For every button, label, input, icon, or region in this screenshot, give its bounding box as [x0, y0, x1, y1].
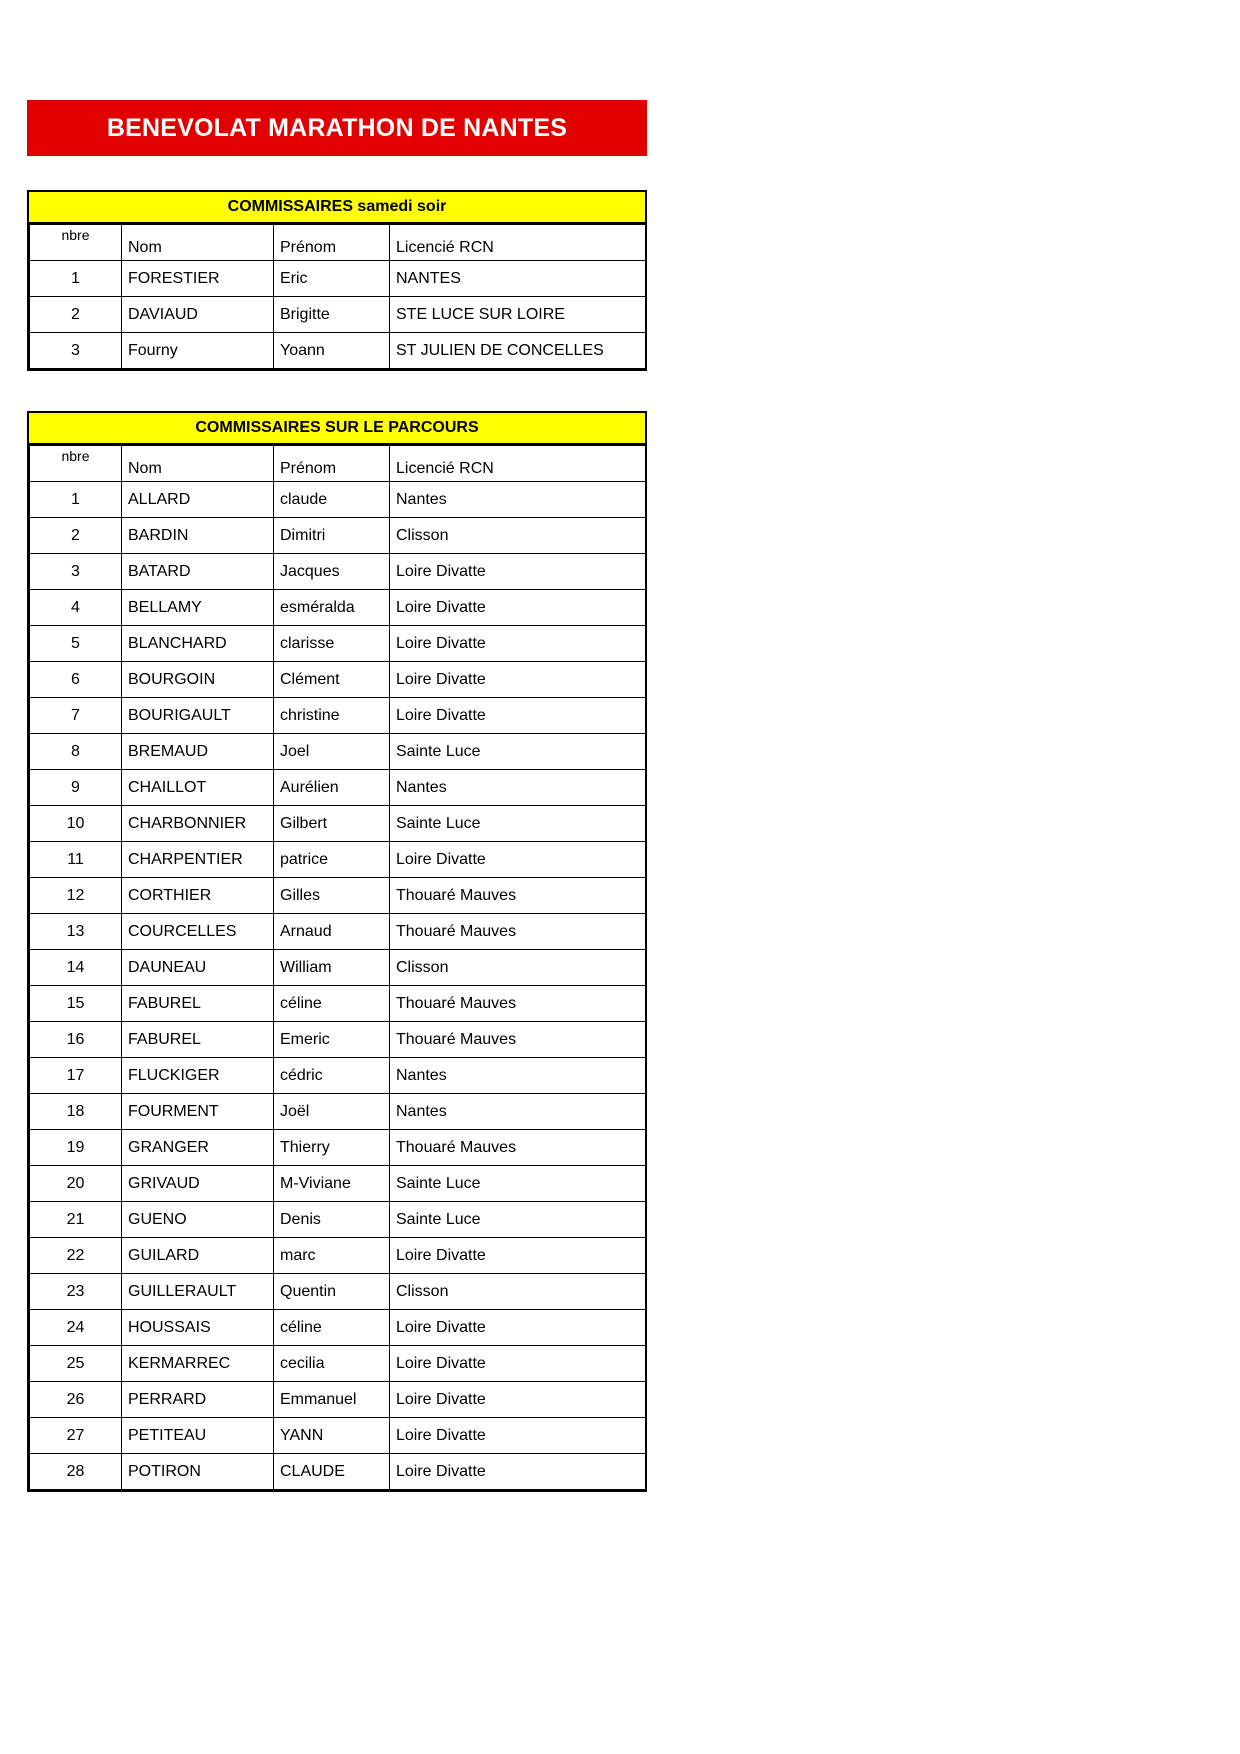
cell-prenom: M-Viviane — [274, 1166, 390, 1202]
cell-nbre: 2 — [30, 518, 122, 554]
table-row — [30, 950, 646, 986]
cell-licencie: Loire Divatte — [390, 1454, 646, 1490]
cell-nbre: 6 — [30, 662, 122, 698]
cell-nbre: 1 — [30, 261, 122, 297]
cell-nbre: 17 — [30, 1058, 122, 1094]
cell-nom: KERMARREC — [122, 1346, 274, 1382]
table-row — [30, 333, 646, 369]
cell-prenom: Joel — [274, 734, 390, 770]
cell-nbre: 24 — [30, 1310, 122, 1346]
cell-prenom: William — [274, 950, 390, 986]
cell-licencie: Loire Divatte — [390, 662, 646, 698]
cell-prenom: claude — [274, 482, 390, 518]
section-commissaires-sur-le-parcours — [27, 411, 647, 1492]
cell-nbre: 13 — [30, 914, 122, 950]
cell-licencie: Loire Divatte — [390, 1310, 646, 1346]
cell-nbre: 3 — [30, 554, 122, 590]
cell-nbre: 9 — [30, 770, 122, 806]
column-header-licencie: Licencié RCN — [390, 225, 646, 261]
table-row — [30, 1346, 646, 1382]
cell-licencie: Nantes — [390, 1058, 646, 1094]
table-row — [30, 1274, 646, 1310]
cell-prenom: Joël — [274, 1094, 390, 1130]
cell-nom: GUILLERAULT — [122, 1274, 274, 1310]
table-row — [30, 518, 646, 554]
cell-nom: CHARBONNIER — [122, 806, 274, 842]
cell-nom: ALLARD — [122, 482, 274, 518]
cell-nom: FABUREL — [122, 1022, 274, 1058]
table-row — [30, 1418, 646, 1454]
cell-licencie: Clisson — [390, 1274, 646, 1310]
cell-nbre: 22 — [30, 1238, 122, 1274]
cell-prenom: Gilles — [274, 878, 390, 914]
cell-licencie: Sainte Luce — [390, 734, 646, 770]
cell-nom: BELLAMY — [122, 590, 274, 626]
cell-licencie: Nantes — [390, 482, 646, 518]
cell-prenom: marc — [274, 1238, 390, 1274]
cell-licencie: NANTES — [390, 261, 646, 297]
cell-prenom: patrice — [274, 842, 390, 878]
table-row — [30, 554, 646, 590]
cell-nom: GUILARD — [122, 1238, 274, 1274]
cell-licencie: Clisson — [390, 518, 646, 554]
cell-licencie: Clisson — [390, 950, 646, 986]
cell-nom: POTIRON — [122, 1454, 274, 1490]
column-header-nbre: nbre — [30, 225, 122, 261]
cell-nom: COURCELLES — [122, 914, 274, 950]
table-row — [30, 914, 646, 950]
cell-licencie: Nantes — [390, 1094, 646, 1130]
cell-nbre: 14 — [30, 950, 122, 986]
cell-nom: FLUCKIGER — [122, 1058, 274, 1094]
column-header-nom: Nom — [122, 225, 274, 261]
cell-nom: BOURGOIN — [122, 662, 274, 698]
cell-prenom: Yoann — [274, 333, 390, 369]
cell-nbre: 27 — [30, 1418, 122, 1454]
cell-nbre: 4 — [30, 590, 122, 626]
cell-prenom: YANN — [274, 1418, 390, 1454]
cell-prenom: Emeric — [274, 1022, 390, 1058]
cell-nbre: 23 — [30, 1274, 122, 1310]
cell-nbre: 11 — [30, 842, 122, 878]
cell-licencie: Loire Divatte — [390, 1382, 646, 1418]
table-row — [30, 1094, 646, 1130]
cell-nom: FORESTIER — [122, 261, 274, 297]
cell-nom: HOUSSAIS — [122, 1310, 274, 1346]
cell-nom: PERRARD — [122, 1382, 274, 1418]
cell-nom: GUENO — [122, 1202, 274, 1238]
cell-nbre: 12 — [30, 878, 122, 914]
volunteer-table-samedi-soir — [29, 224, 646, 369]
cell-nbre: 8 — [30, 734, 122, 770]
cell-nom: DAUNEAU — [122, 950, 274, 986]
cell-nom: BARDIN — [122, 518, 274, 554]
section-commissaires-samedi-soir — [27, 190, 647, 371]
cell-prenom: Brigitte — [274, 297, 390, 333]
table-row — [30, 842, 646, 878]
table-header-row — [30, 225, 646, 261]
cell-prenom: céline — [274, 1310, 390, 1346]
table-row — [30, 662, 646, 698]
cell-prenom: Denis — [274, 1202, 390, 1238]
table-row — [30, 261, 646, 297]
cell-nom: GRIVAUD — [122, 1166, 274, 1202]
table-row — [30, 1130, 646, 1166]
table-row — [30, 297, 646, 333]
cell-licencie: ST JULIEN DE CONCELLES — [390, 333, 646, 369]
cell-nom: DAVIAUD — [122, 297, 274, 333]
table-row — [30, 1202, 646, 1238]
cell-prenom: cecilia — [274, 1346, 390, 1382]
cell-nom: BREMAUD — [122, 734, 274, 770]
cell-nom: CORTHIER — [122, 878, 274, 914]
cell-licencie: Loire Divatte — [390, 590, 646, 626]
cell-nbre: 5 — [30, 626, 122, 662]
column-header-nom: Nom — [122, 446, 274, 482]
volunteer-table-parcours — [29, 445, 646, 1490]
column-header-prenom: Prénom — [274, 446, 390, 482]
cell-licencie: Loire Divatte — [390, 698, 646, 734]
cell-nbre: 21 — [30, 1202, 122, 1238]
cell-prenom: Clément — [274, 662, 390, 698]
cell-prenom: Dimitri — [274, 518, 390, 554]
cell-nbre: 19 — [30, 1130, 122, 1166]
cell-licencie: Loire Divatte — [390, 1418, 646, 1454]
cell-prenom: céline — [274, 986, 390, 1022]
column-header-nbre: nbre — [30, 446, 122, 482]
table-row — [30, 590, 646, 626]
cell-prenom: Jacques — [274, 554, 390, 590]
cell-nom: BOURIGAULT — [122, 698, 274, 734]
cell-licencie: Sainte Luce — [390, 1202, 646, 1238]
cell-licencie: Loire Divatte — [390, 842, 646, 878]
cell-licencie: Thouaré Mauves — [390, 1022, 646, 1058]
cell-nbre: 3 — [30, 333, 122, 369]
table-row — [30, 1238, 646, 1274]
cell-prenom: Gilbert — [274, 806, 390, 842]
column-header-prenom: Prénom — [274, 225, 390, 261]
cell-nom: FABUREL — [122, 986, 274, 1022]
cell-prenom: Thierry — [274, 1130, 390, 1166]
cell-prenom: esméralda — [274, 590, 390, 626]
table-row — [30, 1310, 646, 1346]
cell-licencie: Loire Divatte — [390, 626, 646, 662]
cell-nbre: 1 — [30, 482, 122, 518]
cell-licencie: Loire Divatte — [390, 1238, 646, 1274]
table-row — [30, 1022, 646, 1058]
table-row — [30, 482, 646, 518]
cell-prenom: Quentin — [274, 1274, 390, 1310]
cell-licencie: Sainte Luce — [390, 806, 646, 842]
table-row — [30, 698, 646, 734]
table-row — [30, 1058, 646, 1094]
cell-prenom: Emmanuel — [274, 1382, 390, 1418]
cell-nom: GRANGER — [122, 1130, 274, 1166]
cell-prenom: Arnaud — [274, 914, 390, 950]
cell-licencie: Sainte Luce — [390, 1166, 646, 1202]
cell-licencie: Thouaré Mauves — [390, 986, 646, 1022]
table-row — [30, 1382, 646, 1418]
cell-nbre: 20 — [30, 1166, 122, 1202]
cell-nbre: 28 — [30, 1454, 122, 1490]
cell-nom: CHARPENTIER — [122, 842, 274, 878]
table-row — [30, 626, 646, 662]
cell-licencie: STE LUCE SUR LOIRE — [390, 297, 646, 333]
table-row — [30, 1454, 646, 1490]
cell-nom: FOURMENT — [122, 1094, 274, 1130]
cell-licencie: Loire Divatte — [390, 554, 646, 590]
cell-prenom: christine — [274, 698, 390, 734]
column-header-licencie: Licencié RCN — [390, 446, 646, 482]
cell-nbre: 7 — [30, 698, 122, 734]
cell-licencie: Thouaré Mauves — [390, 1130, 646, 1166]
table-row — [30, 770, 646, 806]
table-row — [30, 734, 646, 770]
cell-licencie: Nantes — [390, 770, 646, 806]
cell-licencie: Thouaré Mauves — [390, 878, 646, 914]
cell-prenom: cédric — [274, 1058, 390, 1094]
cell-prenom: Eric — [274, 261, 390, 297]
cell-nom: BLANCHARD — [122, 626, 274, 662]
table-row — [30, 878, 646, 914]
table-row — [30, 806, 646, 842]
cell-prenom: Aurélien — [274, 770, 390, 806]
cell-nbre: 10 — [30, 806, 122, 842]
cell-nom: Fourny — [122, 333, 274, 369]
cell-nbre: 26 — [30, 1382, 122, 1418]
cell-nbre: 25 — [30, 1346, 122, 1382]
cell-nbre: 2 — [30, 297, 122, 333]
cell-nom: PETITEAU — [122, 1418, 274, 1454]
cell-prenom: CLAUDE — [274, 1454, 390, 1490]
section-heading: COMMISSAIRES SUR LE PARCOURS — [29, 413, 645, 445]
cell-nbre: 15 — [30, 986, 122, 1022]
cell-licencie: Thouaré Mauves — [390, 914, 646, 950]
section-heading: COMMISSAIRES samedi soir — [29, 192, 645, 224]
cell-nbre: 16 — [30, 1022, 122, 1058]
cell-nom: CHAILLOT — [122, 770, 274, 806]
page-title: BENEVOLAT MARATHON DE NANTES — [27, 100, 647, 156]
cell-licencie: Loire Divatte — [390, 1346, 646, 1382]
table-header-row — [30, 446, 646, 482]
table-row — [30, 1166, 646, 1202]
cell-nom: BATARD — [122, 554, 274, 590]
table-row — [30, 986, 646, 1022]
cell-nbre: 18 — [30, 1094, 122, 1130]
cell-prenom: clarisse — [274, 626, 390, 662]
